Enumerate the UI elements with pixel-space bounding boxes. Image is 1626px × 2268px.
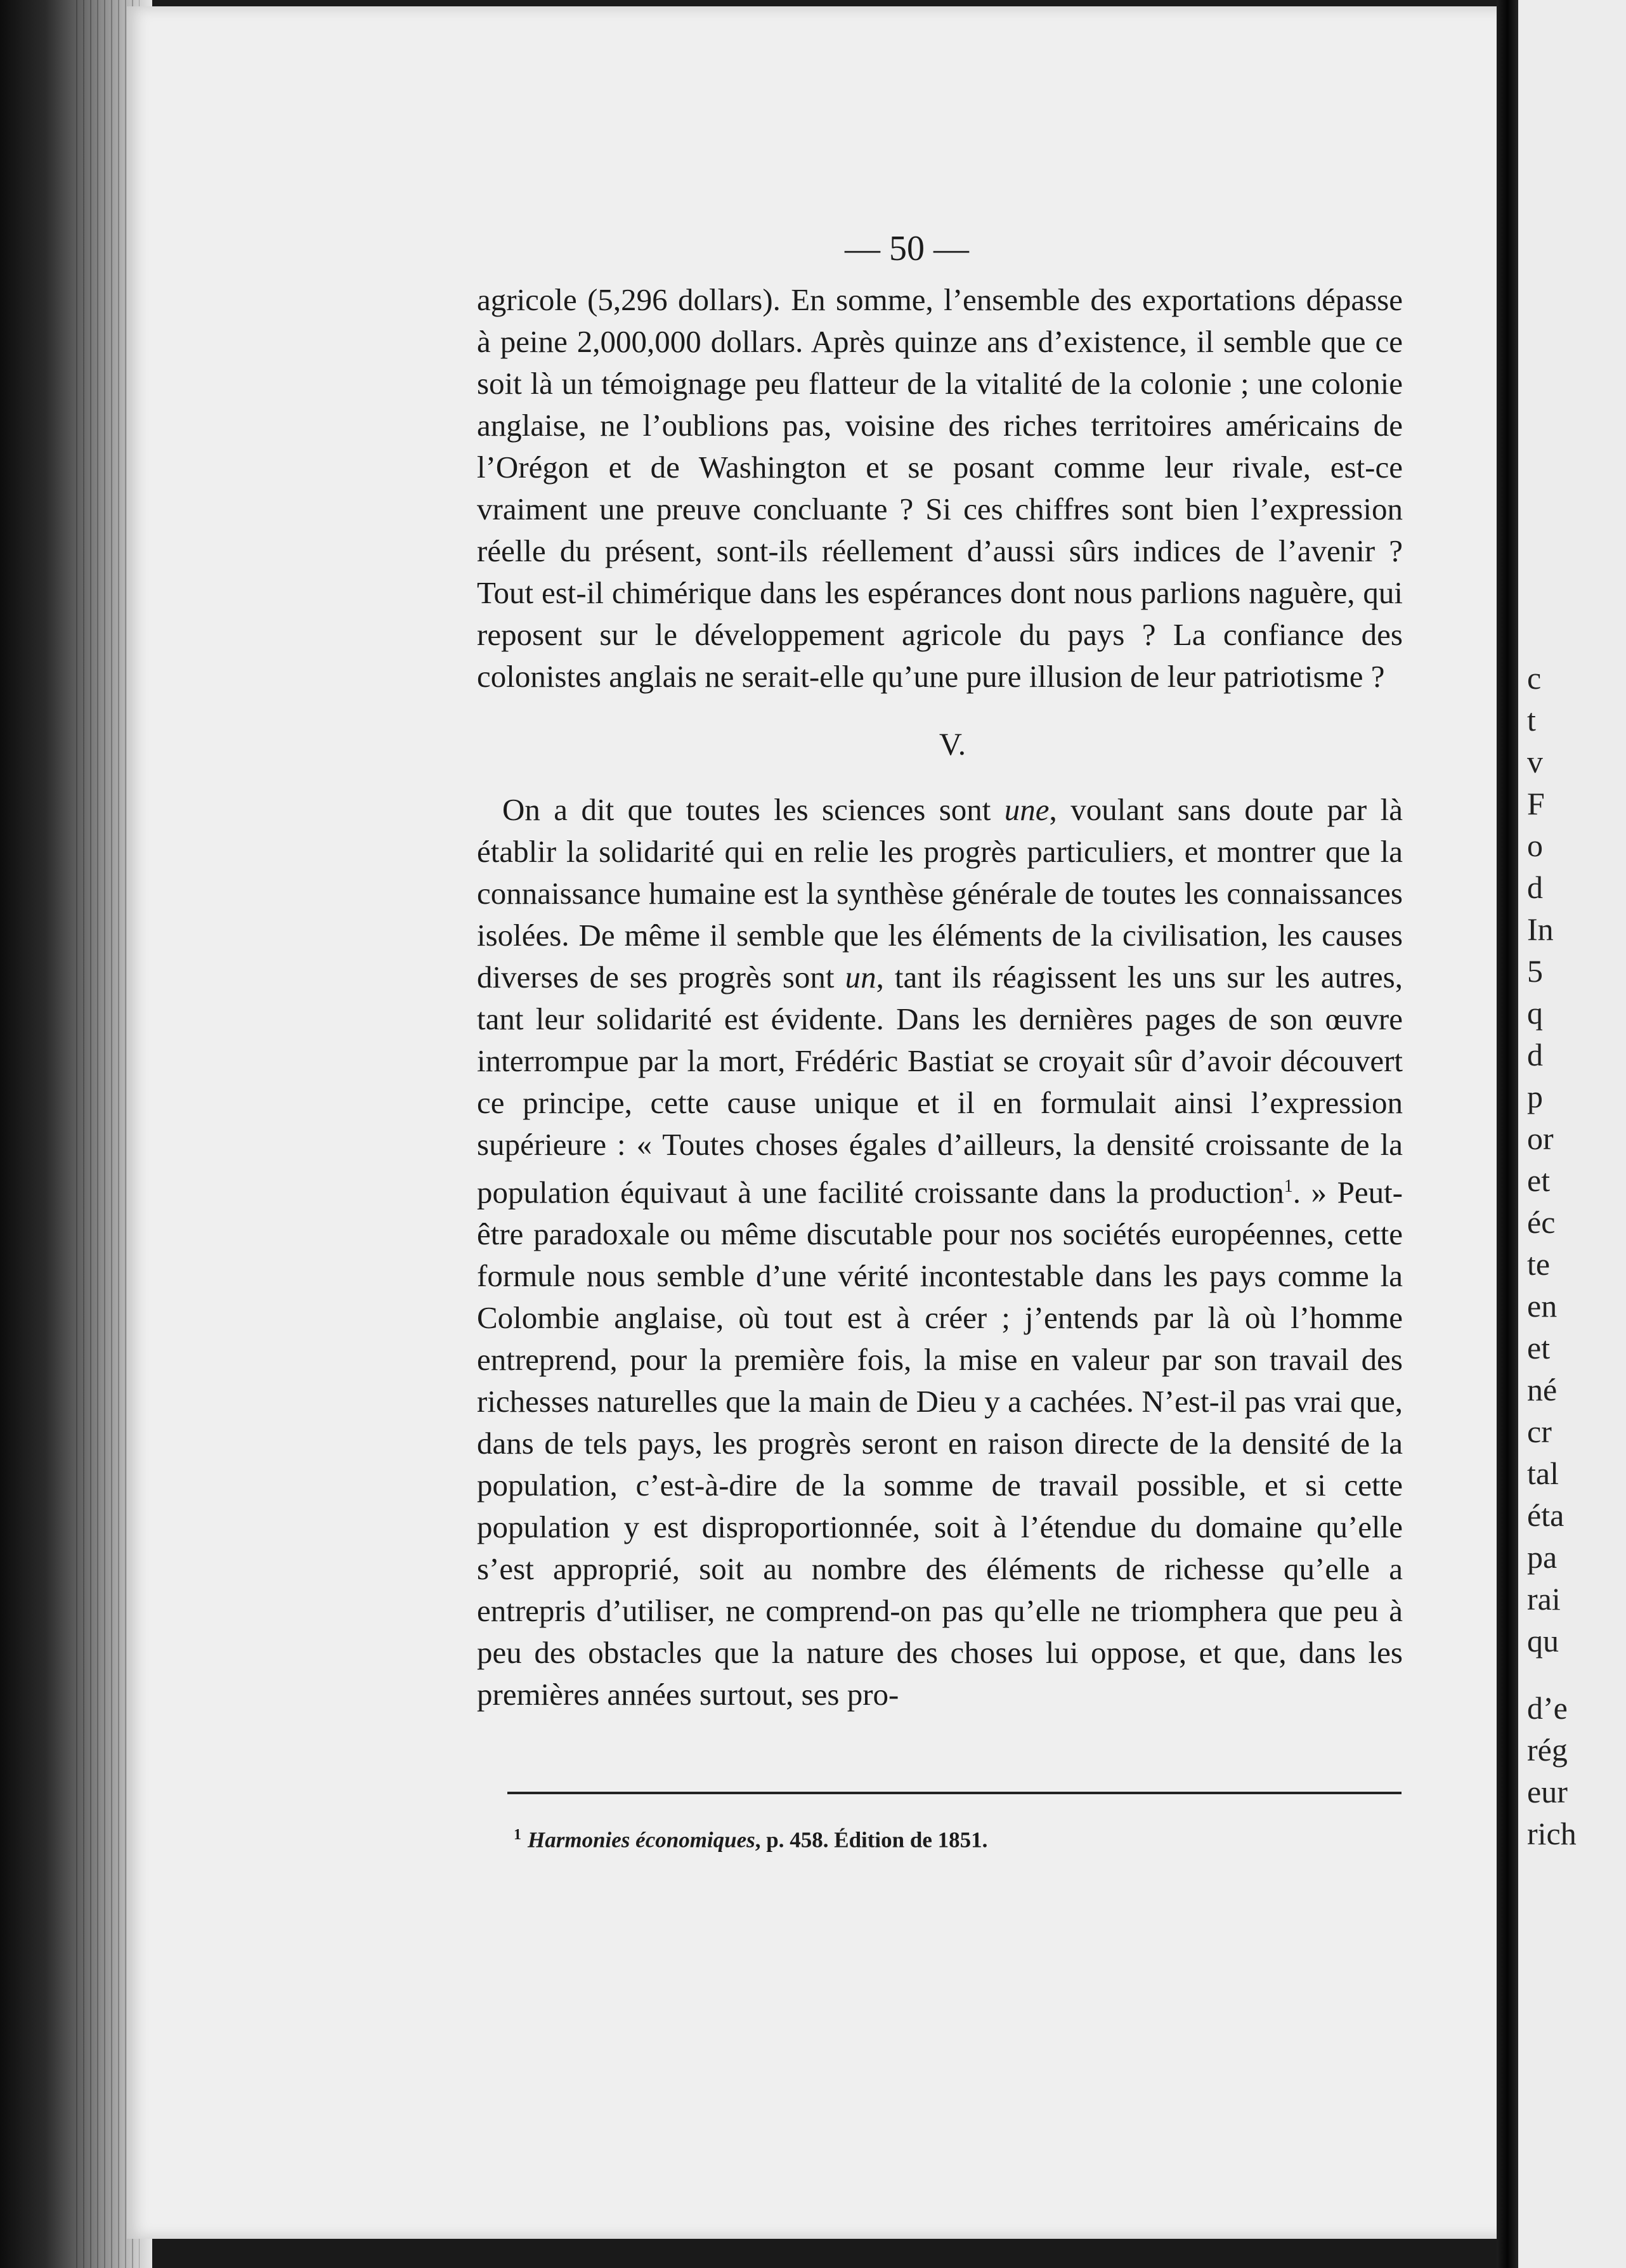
adjacent-page-fragment: né <box>1527 1372 1558 1407</box>
paragraph-1: agricole (5,296 dollars). En somme, l’ensemble des exportations dépasse à peine 2,000,000 dollars. Après quinze ans d’existence, il semble que ce soit là un témoignage peu flatteur de la vitalité de la colonie ; une colonie anglaise, ne l’oublions pas, voisine des riches territoires américains de l’Orégon et de Washington et se posant comme leur rivale, est-ce vraiment une preuve concluante ? Si ces chiffres sont bien l’expression réelle du présent, sont-ils réellement d’aussi sûrs indices de l’avenir ? Tout est-il chimérique dans les espérances dont nous parlions naguère, qui reposent sur le développement agricole du pays ? La confiance des colonistes anglais ne serait-elle qu’une pure illusion de leur patriotisme ? <box>477 282 1403 694</box>
adjacent-page <box>1518 0 1626 2268</box>
section-heading <box>477 723 1403 765</box>
book-gutter <box>1497 0 1518 2268</box>
paragraph-2 <box>477 789 1403 1716</box>
paragraph-2-part-b: , voulant sans doute par là établir la solidarité qui en relie les progrès particuliers, et montrer que la connaissance humaine est la synthèse générale de toutes les connaissances isolées. De même il semble que les éléments de la civilisation, les causes diverses de ses progrès sont <box>477 792 1403 994</box>
adjacent-page-fragment: en <box>1527 1288 1558 1324</box>
adjacent-page-fragment: F <box>1527 786 1545 821</box>
adjacent-page-fragment: d <box>1527 1037 1543 1072</box>
adjacent-page-fragment: p <box>1527 1079 1543 1114</box>
adjacent-page-fragment: c <box>1527 660 1542 696</box>
adjacent-page-fragment: rég <box>1527 1732 1568 1768</box>
footnote-reference: 1 <box>1284 1176 1293 1196</box>
adjacent-page-fragment: tal <box>1527 1456 1559 1491</box>
footnote-rule <box>507 1792 1402 1794</box>
emphasis-un: un <box>845 960 876 994</box>
adjacent-page-fragment: qu <box>1527 1623 1559 1659</box>
adjacent-page-fragment: or <box>1527 1121 1554 1156</box>
adjacent-page-fragment: cr <box>1527 1414 1552 1449</box>
paragraph-2-part-d: . » Peut-être paradoxale ou même discutable pour nos sociétés européennes, cette formule nous semble d’une vérité incontestable dans les pays comme la Colombie anglaise, où tout est à créer ; j’entends par là où l’homme entreprend, pour la première fois, la mise en valeur par son travail des richesses naturelles que la main de Dieu y a cachées. N’est-il pas vrai que, dans de tels pays, les progrès seront en raison directe de la densité de la population, c’est-à-dire de la somme de travail possible, et si cette population y est disproportionnée, soit à l’étendue du domaine qu’elle s’est approprié, soit au nombre des éléments de richesse qu’elle a entrepris d’utiliser, ne comprend-on pas qu’elle ne triomphera que peu à peu des obstacles que la nature des choses lui oppose, et que, dans les premières années surtout, ses pro- <box>477 1175 1403 1712</box>
adjacent-page-fragment: 5 <box>1527 953 1543 989</box>
footnote-citation: , p. 458. Édition de 1851. <box>755 1827 988 1853</box>
adjacent-page-fragment: éta <box>1527 1497 1564 1533</box>
page-number: — 50 — <box>845 229 969 268</box>
adjacent-page-fragment: t <box>1527 702 1536 738</box>
adjacent-page-fragment: et <box>1527 1163 1551 1198</box>
adjacent-page-fragment: eur <box>1527 1774 1568 1809</box>
adjacent-page-fragment: rich <box>1527 1816 1577 1851</box>
section-heading-label: V. <box>939 726 966 762</box>
adjacent-page-fragment: q <box>1527 995 1543 1031</box>
paragraph-2-part-c: , tant ils réagissent les uns sur les autres, tant leur solidarité est évidente. Dans les dernières pages de son œuvre interrompue par la mort, Frédéric Bastiat se croyait sûr d’avoir découvert ce principe, cette cause unique et il en formulait ainsi l’expression supérieure : « Toutes choses égales d’ailleurs, la densité croissante de la population équivaut à une facilité croissante dans la production <box>477 960 1403 1210</box>
adjacent-page-fragment: rai <box>1527 1581 1561 1617</box>
adjacent-page-fragment: te <box>1527 1246 1551 1282</box>
adjacent-page-fragment: d <box>1527 870 1543 905</box>
adjacent-page-fragment: d’e <box>1527 1690 1568 1726</box>
adjacent-page-fragment: v <box>1527 744 1543 779</box>
emphasis-une: une <box>1004 792 1050 827</box>
footnote-title: Harmonies économiques <box>528 1827 755 1853</box>
adjacent-page-fragment: pa <box>1527 1539 1558 1575</box>
footnote-number: 1 <box>514 1827 521 1843</box>
footnote <box>514 1827 1402 1853</box>
adjacent-page-fragment: éc <box>1527 1204 1556 1240</box>
adjacent-page-fragment: In <box>1527 911 1554 947</box>
body-text <box>477 279 1403 1716</box>
adjacent-page-fragment: o <box>1527 828 1543 863</box>
paragraph-2-part-a: On a dit que toutes les sciences sont <box>502 792 1005 827</box>
adjacent-page-fragment: et <box>1527 1330 1551 1365</box>
